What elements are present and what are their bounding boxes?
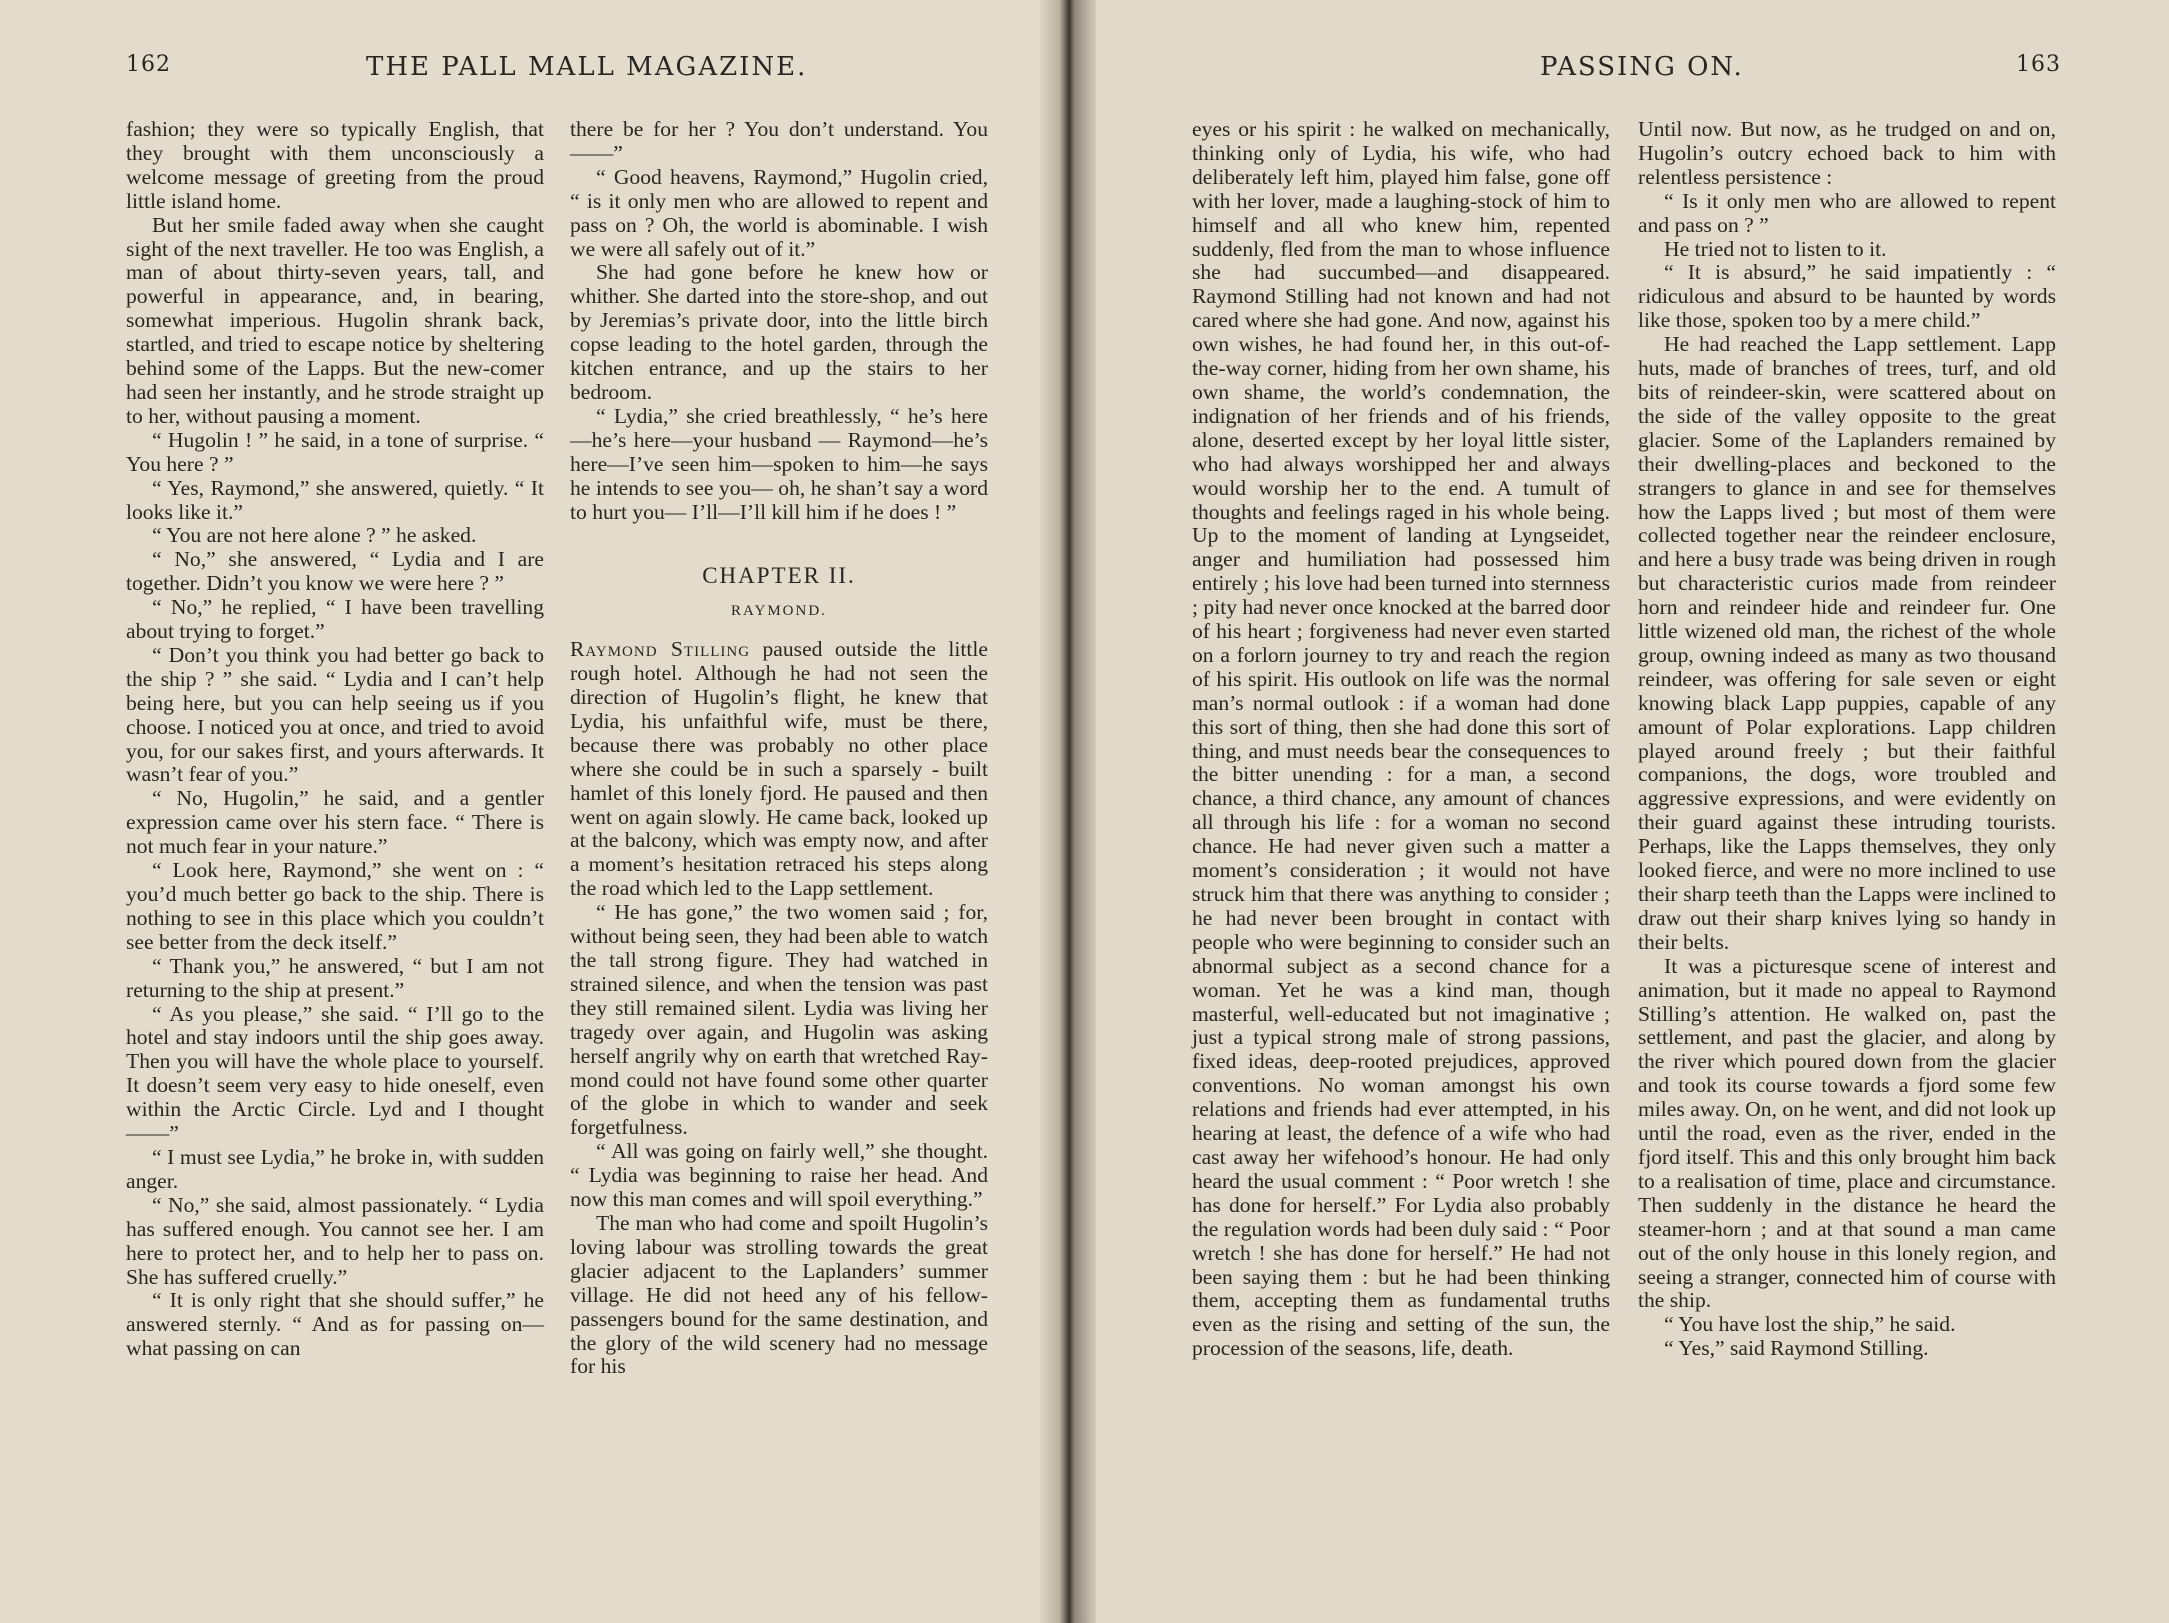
right-running-head: PASSING ON. bbox=[1540, 52, 1744, 82]
chapter-subtitle: RAYMOND. bbox=[731, 603, 827, 620]
paragraph: Until now. But now, as he trudged on and on, Hugolin’s outcry echoed back to him with relentless persistence : bbox=[1638, 117, 2056, 189]
paragraph: fashion; they were so typically English, that they brought with them unconsciously a welcome message of greeting from the proud little island home. bbox=[126, 117, 544, 213]
left-column-2 bbox=[570, 118, 988, 1379]
paragraph: “ No, Hugolin,” he said, and a gentler expression came over his stern face. “ There is not much fear in your nature.” bbox=[126, 786, 544, 859]
right-column-1 bbox=[1192, 118, 1610, 1361]
paragraph: “ All was going on fairly well,” she thought. “ Lydia was beginning to raise her head. And now this man comes and will spoil everything.” bbox=[570, 1139, 988, 1212]
paragraph: “ Look here, Raymond,” she went on : “ you’d much better go back to the ship. There is nothing to see in this place which you couldn’t see better from the deck itself.” bbox=[126, 858, 544, 954]
paragraph: “ Thank you,” he answered, “ but I am not returning to the ship at present.” bbox=[126, 953, 544, 1002]
paragraph: eyes or his spirit : he walked on mechanically, thinking only of Lydia, his wife, who had deliberately left him, played him false, gone off with her lover, made a laughing-stock of him to himself and all who knew him, repented suddenly, fled from the man to whose influence she had succumbed—and disappeared. Raymond Stilling had not known and had not cared where she had gone. And now, against his own wishes, he had found her, in this out-of-the-way corner, hiding from her own shame, his own shame, the world’s condemnation, the indignation of her friends and of his friends, alone, deserted except by her loyal little sister, who had always worshipped her and always would worship her to the end. A tumult of thoughts and feelings raged in his whole being. Up to the moment of landing at Lyngseidet, anger and humiliation had possessed him entirely ; his love had been turned into sternness ; pity had never once knocked at the barred door of his heart ; forgiveness had never even started on a forlorn journey to try and reach the region of his spirit. His outlook on life was the normal man’s normal outlook : if a woman had done this sort of thing, then she had done this sort of thing, and must needs bear the consequences to the bitter unending : for a man, a second chance, a third chance, any amount of chances all through his life : for a woman no second chance. He had never given such a matter a moment’s consideration ; it would not have struck him that there was anything to consider ; he had never been brought in contact with people who were beginning to consider such an abnormal subject as a second chance for a woman. Yet he was a kind man, though masterful, well-educated but not imaginative ; just a typical strong male of strong passions, fixed ideas, deep-rooted prejudices, approved conventions. No woman amongst his own relations and friends had ever attempted, in his hearing at least, the defence of a wife who had cast away her wifehood’s honour. He had only heard the usual comment : “ Poor wretch ! she has done for herself.” For Lydia also probably the regulation words had been duly said : “ Poor wretch ! she has done for herself.” He had not been saying them : but he had been thinking them, accepting them as fundamental truths even as the rising and setting of the sun, the procession of the seasons, life, death. bbox=[1192, 117, 1610, 1361]
paragraph: “ It is only right that she should suffer,” he answered sternly. “ And as for passing on—what passing on can bbox=[126, 1288, 544, 1361]
paragraph: The man who had come and spoilt Hugolin’s loving labour was strolling towards the great glacier adjacent to the Laplanders’ summer village. He did not heed any of his fellow-passengers bound for the same destination, and the glory of the wild scenery had no message for his bbox=[570, 1210, 988, 1379]
paragraph: “ Yes,” said Raymond Stilling. bbox=[1664, 1336, 1929, 1361]
right-column-2 bbox=[1638, 118, 2056, 1361]
left-column-1 bbox=[126, 118, 544, 1361]
paragraph: It was a picturesque scene of interest and animation, but it made no appeal to Raymond Stilling’s attention. He walked on, past the settlement, and past the glacier, and along by the river which poured down from the glacier and took its course towards a fjord some few miles away. On, on he went, and did not look up until the road, even as the river, ended in the fjord itself. This and this only brought him back to a realisation of time, place and circumstance. Then suddenly in the distance he heard the steamer-horn ; and at that sound a man came out of the only house in this lonely region, and seeing a stranger, connected him of course with the ship. bbox=[1638, 953, 2056, 1313]
paragraph: “ It is absurd,” he said impatiently : “ ridiculous and absurd to be haunted by words like those, spoken too by a mere child.” bbox=[1638, 260, 2056, 333]
paragraph: “ Good heavens, Raymond,” Hugolin cried, “ is it only men who are allowed to repent and pass on ? Oh, the world is abominable. I wish we were all safely out of it.” bbox=[570, 164, 988, 261]
paragraph: “ No,” she answered, “ Lydia and I are together. Didn’t you know we were here ? ” bbox=[126, 547, 544, 596]
paragraph: “ Lydia,” she cried breathlessly, “ he’s here—he’s here—your husband — Raymond—he’s here—I’ve seen him—spoken to him—he says he intends to see you— oh, he shan’t say a word to hurt you— I’ll—I’ll kill him if he does ! ” bbox=[570, 403, 988, 524]
right-page-number: 163 bbox=[2016, 52, 2061, 77]
chapter-lead-words: Raymond Stilling bbox=[570, 637, 751, 662]
paragraph: “ As you please,” she said. “ I’ll go to the hotel and stay indoors until the ship goes away. Then you will have the whole place to yourself. It doesn’t seem very easy to hide oneself, even within the Arctic Circle. Lyd and I thought——” bbox=[126, 1001, 544, 1146]
paragraph: “ I must see Lydia,” he broke in, with sudden anger. bbox=[126, 1144, 544, 1193]
left-running-head: THE PALL MALL MAGAZINE. bbox=[366, 52, 808, 82]
paragraph: He had reached the Lapp settlement. Lapp huts, made of branches of trees, turf, and old bits of reindeer-skin, were scattered about on the side of the valley opposite to the great glacier. Some of the Laplanders remained by their dwelling-places and beckoned to the strangers to glance in and see for themselves how the Lapps lived ; but most of them were collected together near the reindeer enclosure, and here a busy trade was being driven in rough but characteristic curios made from reindeer horn and reindeer hide and reindeer fur. One little wizened old man, the richest of the whole group, owning indeed as many as two thousand reindeer, was offering for sale seven or eight knowing black Lapp puppies, capable of any amount of Polar explorations. Lapp children played around freely ; but their faithful companions, the dogs, wore troubled and aggressive expressions, and were evidently on their guard against these intruding tourists. Perhaps, like the Lapps themselves, they only looked fierce, and were no more inclined to use their sharp teeth than the Lapps were inclined to draw out their sharp knives lying so handy in their belts. bbox=[1638, 332, 2056, 954]
paragraph: “ Don’t you think you had better go back to the ship ? ” she said. “ Lydia and I can’t help being here, but you can help seeing us if you choose. I noticed you at once, and tried to avoid you, for our sakes first, and yours afterwards. It wasn’t fear of you.” bbox=[126, 642, 544, 787]
right-page bbox=[1078, 0, 2169, 1623]
paragraph: “ Is it only men who are allowed to repent and pass on ? ” bbox=[1638, 188, 2056, 237]
paragraph: there be for her ? You don’t understand. You——” bbox=[570, 117, 988, 165]
paragraph: “ He has gone,” the two women said ; for, without being seen, they had been able to watch the tall strong figure. They had watched in strained silence, and when the tension was past they still remained silent. Lydia was living her tragedy over again, and Hugolin was asking herself angrily why on earth that wretched Raymond could not have found some other quarter of the globe in which to wander and seek forgetfulness. bbox=[570, 900, 988, 1140]
chapter-title: CHAPTER II. bbox=[702, 563, 856, 589]
paragraph: She had gone before he knew how or whither. She darted into the store-shop, and out by Jeremias’s private door, into the little birch copse leading to the hotel garden, through the kitchen entrance, and up the stairs to her bedroom. bbox=[570, 260, 988, 404]
book-gutter bbox=[1040, 0, 1096, 1623]
paragraph: “ You are not here alone ? ” he asked. bbox=[152, 523, 477, 548]
chapter-opening-text: paused outside the little rough hotel. Although he had not seen the direction of Hugolin’s flight, he knew that Lydia, his unfaithful wife, must be there, because there was probably no other place where she could be in such a sparsely - built hamlet of this lonely fjord. He paused and then went on again slowly. He came back, looked up at the balcony, which was empty now, and after a moment’s hesitation retraced his steps along the road which led to the Lapp settlement. bbox=[570, 637, 989, 901]
left-page-number: 162 bbox=[126, 52, 171, 77]
paragraph: He tried not to listen to it. bbox=[1664, 236, 1887, 261]
paragraph: “ No,” she said, almost passionately. “ Lydia has suffered enough. You cannot see her. I am here to protect her, and to help her to pass on. She has suffered cruelly.” bbox=[126, 1192, 544, 1289]
chapter-opening-paragraph bbox=[570, 638, 988, 901]
left-page bbox=[0, 0, 1062, 1623]
paragraph: “ No,” he replied, “ I have been travelling about trying to forget.” bbox=[126, 595, 544, 644]
paragraph: But her smile faded away when she caught sight of the next traveller. He too was English, a man of about thirty-seven years, tall, and powerful in appearance, and, in bearing, somewhat imperious. Hugolin shrank back, startled, and tried to escape notice by sheltering behind some of the Lapps. But the new-comer had seen her instantly, and he strode straight up to her, without pausing a moment. bbox=[126, 212, 544, 428]
paragraph: “ Hugolin ! ” he said, in a tone of surprise. “ You here ? ” bbox=[126, 427, 544, 476]
paragraph: “ Yes, Raymond,” she answered, quietly. “ It looks like it.” bbox=[126, 475, 544, 524]
paragraph: “ You have lost the ship,” he said. bbox=[1664, 1312, 1956, 1337]
